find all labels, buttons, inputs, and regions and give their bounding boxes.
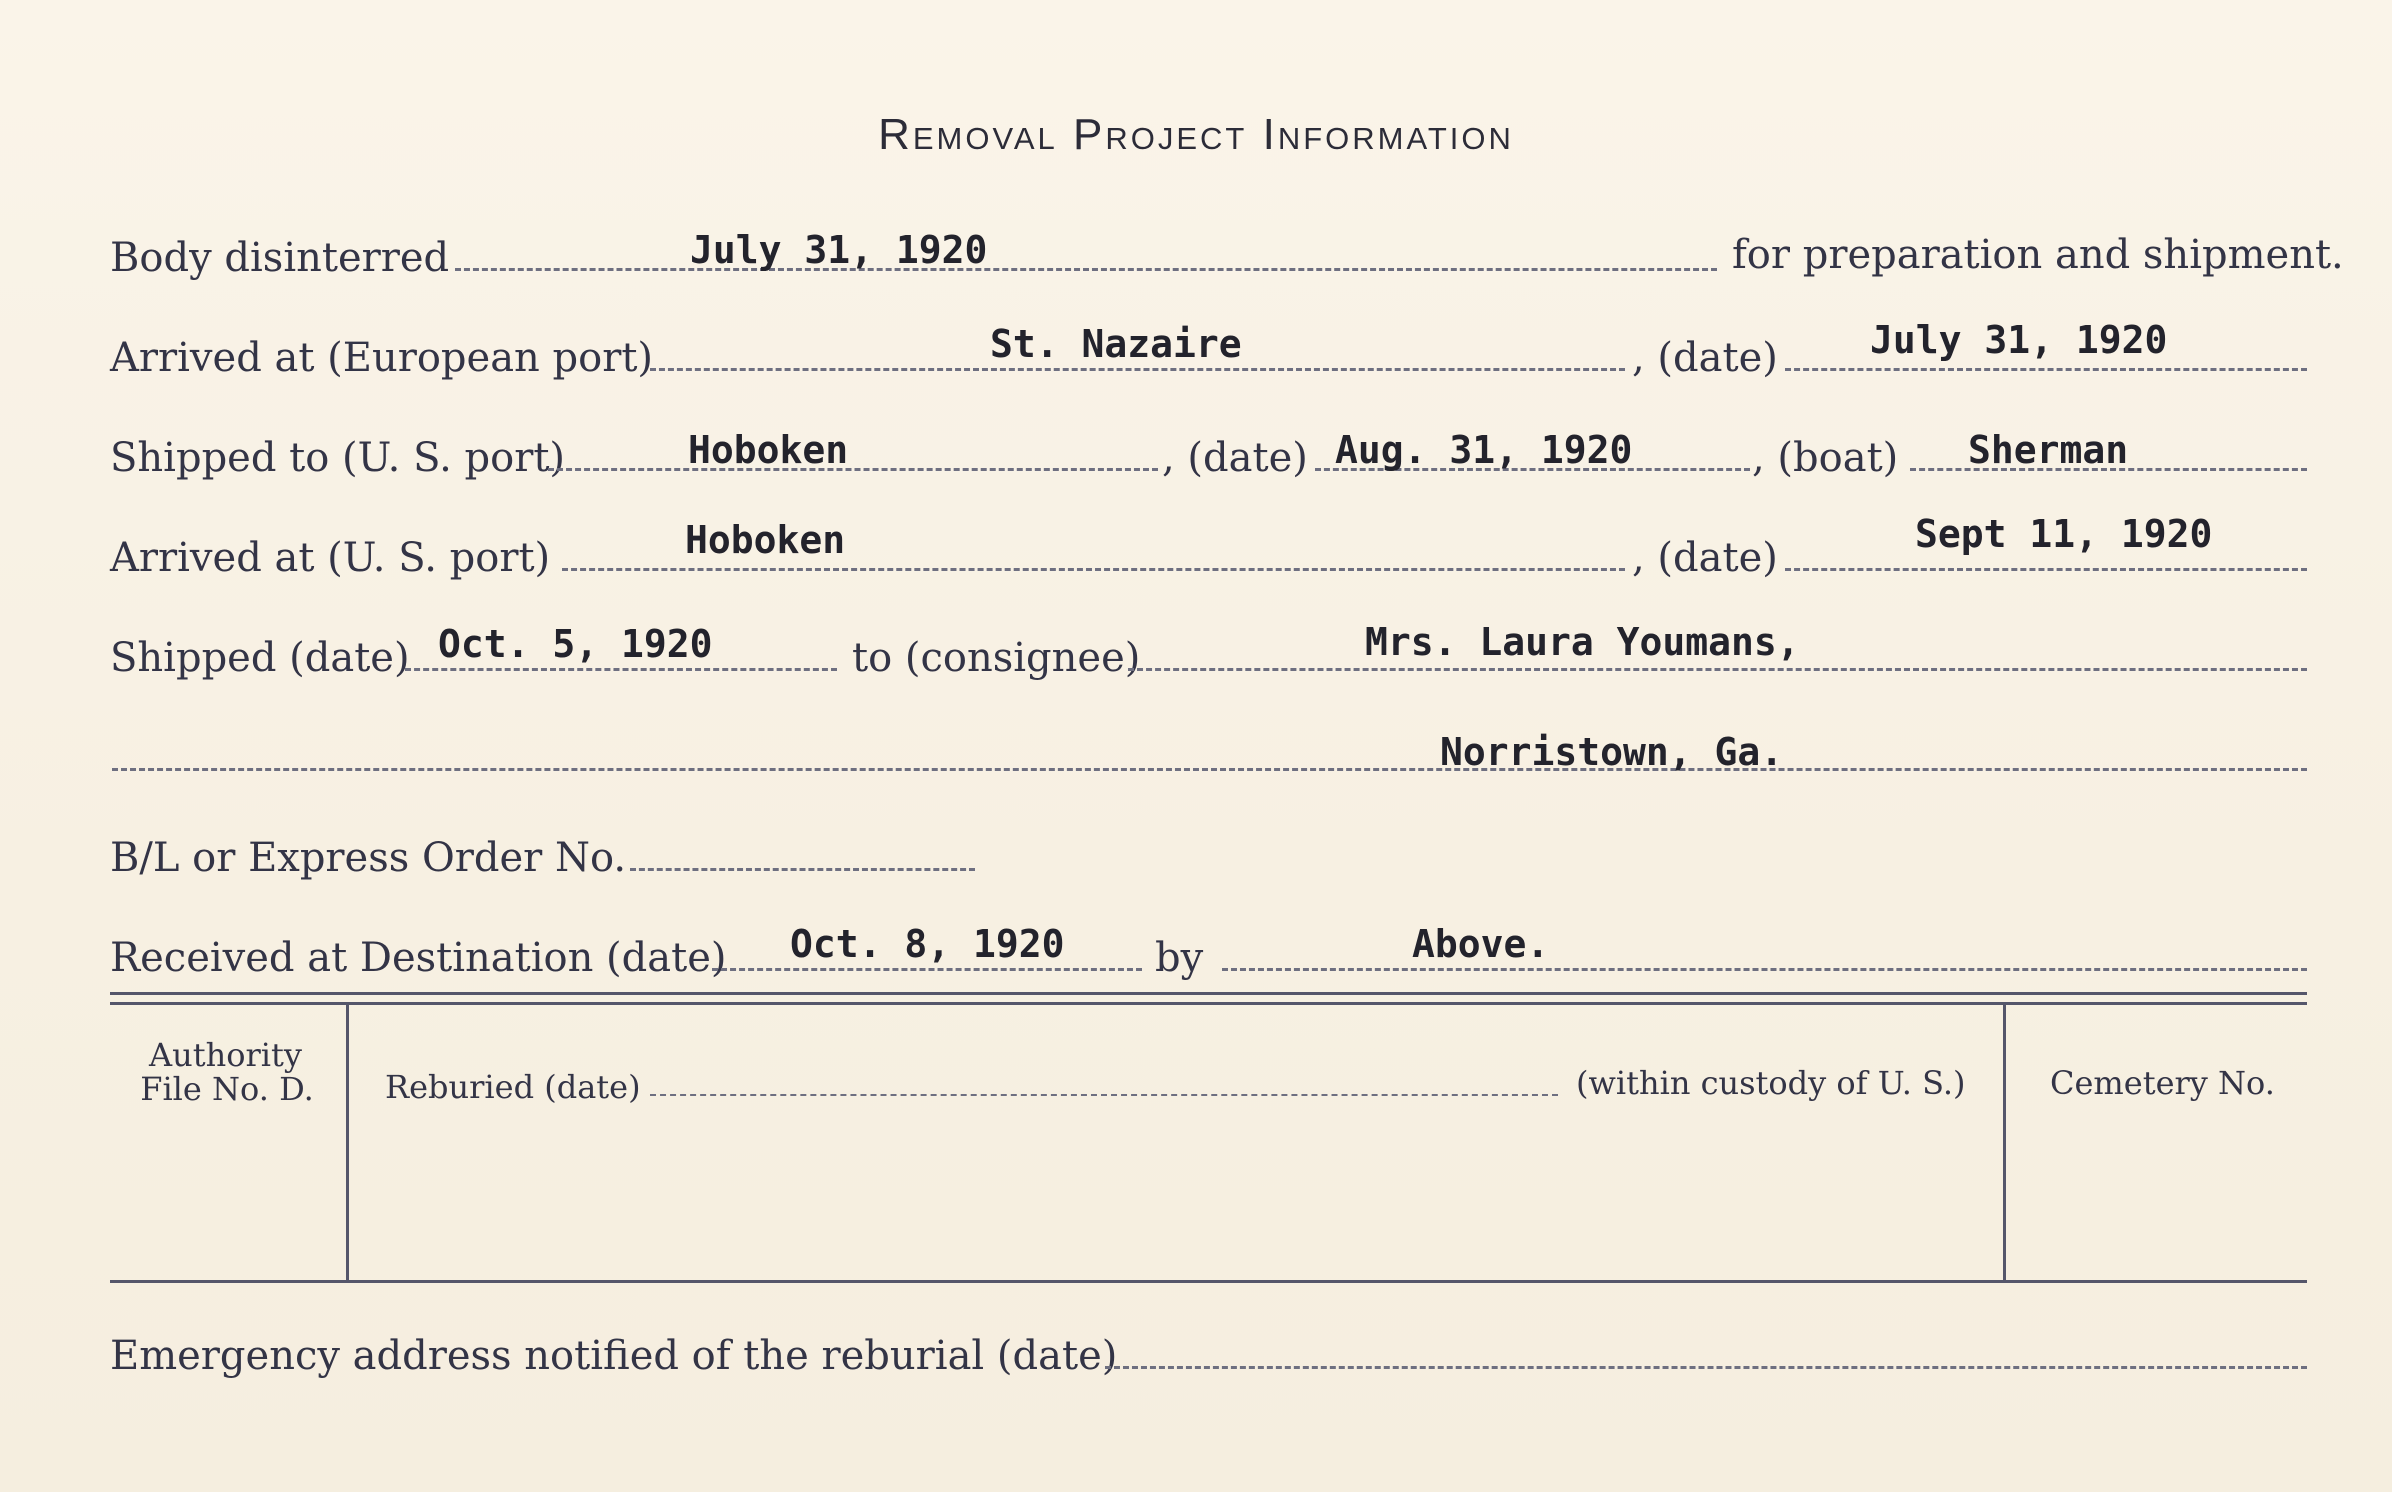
field-line-emergency [1105,1366,2307,1369]
value-disinterred-date: July 31, 1920 [690,228,988,272]
field-line-reburied [650,1094,1558,1096]
label-shipped-to-us-port: Shipped to (U. S. port) [110,435,565,481]
label-european-date: , (date) [1632,335,1778,381]
divider-top-1 [110,992,2307,995]
label-authority: Authority [149,1036,302,1074]
label-to-consignee: to (consignee) [852,635,1141,681]
label-body-disinterred: Body disinterred [110,235,450,281]
field-line-us-port-shipped [548,468,1158,471]
field-line-bl-order [630,868,975,871]
value-us-port-shipped: Hoboken [688,428,849,472]
value-consignee-address: Norristown, Ga. [1440,730,1784,774]
field-line-european-date [1785,368,2307,371]
value-boat: Sherman [1968,428,2129,472]
label-arrived-us-date: , (date) [1632,535,1778,581]
label-reburied: Reburied (date) [385,1068,641,1106]
value-consignee-name: Mrs. Laura Youmans, [1365,620,1800,664]
value-european-port: St. Nazaire [990,322,1242,366]
label-received-by: by [1155,935,1204,981]
value-shipped-date: Oct. 5, 1920 [438,622,713,666]
label-custody: (within custody of U. S.) [1576,1064,1966,1102]
field-line-disinterred [455,268,1717,271]
column-divider-right [2003,1005,2006,1280]
field-line-consignee [1128,668,2307,671]
column-divider-left [346,1005,349,1280]
value-arrived-us-date: Sept 11, 1920 [1915,512,2213,556]
label-received-destination: Received at Destination (date) [110,935,727,981]
field-line-us-port-arrived [562,568,1625,571]
value-european-date: July 31, 1920 [1870,318,2168,362]
field-line-consignee-address [112,768,2307,771]
label-boat: , (boat) [1752,435,1899,481]
field-line-received-by [1222,968,2307,971]
label-bl-order: B/L or Express Order No. [110,835,627,881]
label-cemetery-no: Cemetery No. [2050,1064,2275,1102]
field-line-arrived-us-date [1785,568,2307,571]
page-title: Removal Project Information [878,110,1514,159]
divider-bottom [110,1280,2307,1283]
label-arrived-european-port: Arrived at (European port) [110,335,654,381]
value-shipped-us-date: Aug. 31, 1920 [1335,428,1633,472]
value-received-by: Above. [1412,922,1550,966]
field-line-received-date [712,968,1142,971]
label-file-no: File No. D. [140,1070,314,1108]
label-shipped-date-row: Shipped (date) [110,635,410,681]
label-emergency: Emergency address notified of the reburial (date) [110,1333,1118,1379]
value-received-date: Oct. 8, 1920 [790,922,1065,966]
value-us-port-arrived: Hoboken [685,518,846,562]
field-line-european-port [650,368,1625,371]
label-shipped-date: , (date) [1162,435,1308,481]
label-for-preparation: for preparation and shipment. [1732,232,2344,278]
field-line-shipped-date [405,668,837,671]
label-arrived-us-port: Arrived at (U. S. port) [110,535,551,581]
divider-top-2 [110,1002,2307,1005]
